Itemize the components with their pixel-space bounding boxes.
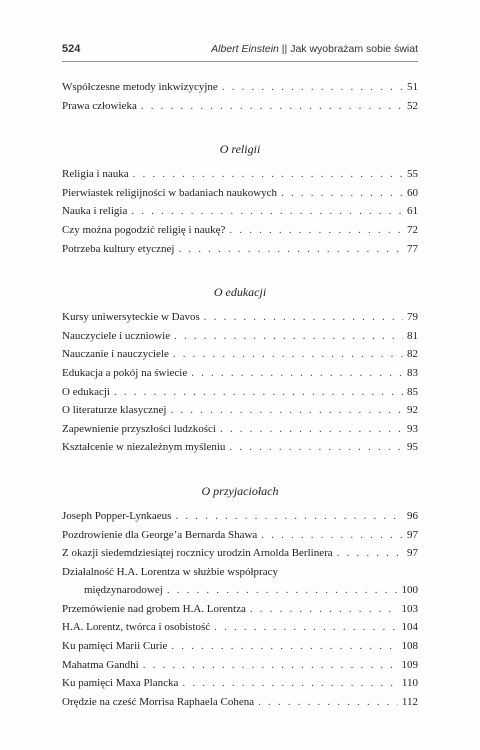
toc-entry[interactable]: [62, 97, 418, 116]
toc-entry[interactable]: [62, 345, 418, 364]
toc-entry-page: 112: [401, 695, 418, 708]
toc-entry-title: Czy można pogodzić religię i naukę?: [62, 223, 226, 236]
toc-entry-title: Kursy uniwersyteckie w Davos: [62, 311, 200, 324]
toc-section-religion: [62, 142, 418, 258]
toc-entry-page: 61: [407, 205, 418, 218]
toc-entry-title: Pierwiastek religijności w badaniach naukowych: [62, 186, 278, 199]
toc-entry-title: Edukacja a pokój na świecie: [62, 366, 188, 379]
leader-dots: [170, 401, 403, 420]
toc-entry-page: 55: [407, 168, 418, 181]
leader-dots: [114, 383, 403, 402]
toc-entry-title: Zapewnienie przyszłości ludzkości: [62, 422, 216, 435]
toc-entry[interactable]: [62, 383, 418, 402]
toc-entry-title: Nauczanie i nauczyciele: [62, 348, 169, 361]
leader-dots: [222, 78, 403, 97]
toc-entry-title: Działalność H.A. Lorentza w służbie współpracy: [62, 565, 278, 578]
toc-entry-page: 81: [407, 329, 418, 342]
toc-entry[interactable]: [62, 221, 418, 240]
leader-dots: [131, 202, 403, 221]
toc-entry-page: 92: [407, 404, 418, 417]
toc-entry-page: 93: [407, 422, 418, 435]
toc-entry-title: Przemówienie nad grobem H.A. Lorentza: [62, 602, 246, 615]
toc-entry[interactable]: [62, 202, 418, 221]
leader-dots: [178, 240, 403, 259]
toc-entry-page: 85: [407, 385, 418, 398]
toc-entry[interactable]: [62, 327, 418, 346]
table-of-contents: [62, 78, 418, 738]
toc-entry-title: H.A. Lorentz, twórca i osobistość: [62, 621, 211, 634]
page-number: 524: [62, 43, 81, 55]
toc-entry[interactable]: [62, 600, 418, 619]
toc-entry-page: 82: [407, 348, 418, 361]
toc-entry[interactable]: [62, 674, 418, 693]
toc-entry[interactable]: [62, 637, 418, 656]
toc-entry[interactable]: [62, 184, 418, 203]
toc-entry-title: Ku pamięci Maxa Plancka: [62, 677, 179, 690]
toc-entry-title: Potrzeba kultury etycznej: [62, 242, 175, 255]
leader-dots: [171, 637, 397, 656]
leader-dots: [173, 345, 403, 364]
leader-dots: [175, 507, 403, 526]
toc-entry-title: Kształcenie w niezależnym myśleniu: [62, 441, 226, 454]
toc-entry-title: Orędzie na cześć Morrisa Raphaela Cohena: [62, 695, 255, 708]
toc-entry-page: 95: [407, 441, 418, 454]
leader-dots: [167, 581, 398, 600]
running-author: Albert Einstein: [211, 43, 279, 55]
running-book-title: Jak wyobrażam sobie świat: [290, 43, 418, 55]
toc-entry-title: Prawa człowieka: [62, 99, 137, 112]
leader-dots: [191, 364, 403, 383]
toc-entry-page: 97: [407, 547, 418, 560]
leader-dots: [174, 327, 403, 346]
toc-entry-page: 77: [407, 242, 418, 255]
toc-entry-page: 60: [407, 186, 418, 199]
leader-dots: [281, 184, 403, 203]
leader-dots: [220, 420, 403, 439]
toc-entry-title: Ku pamięci Marii Curie: [62, 640, 168, 653]
toc-entry[interactable]: [62, 656, 418, 675]
toc-entry[interactable]: [62, 507, 418, 526]
section-title: O edukacji: [213, 285, 267, 300]
toc-entry[interactable]: [62, 618, 418, 637]
leader-dots: [337, 544, 403, 563]
toc-entry-title: O literaturze klasycznej: [62, 404, 167, 417]
toc-entry-page: 79: [407, 311, 418, 324]
toc-entry-title-continued: międzynarodowej: [84, 584, 163, 597]
toc-entry[interactable]: [62, 438, 418, 457]
leader-dots: [133, 165, 403, 184]
toc-entry-title: O edukacji: [62, 385, 110, 398]
toc-entry-title: Z okazji siedemdziesiątej rocznicy urodzin Arnolda Berlinera: [62, 547, 333, 560]
toc-entry-title: Współczesne metody inkwizycyjne: [62, 81, 218, 93]
toc-entry-page: 52: [407, 99, 418, 112]
toc-entry[interactable]: [62, 240, 418, 259]
leader-dots: [143, 656, 398, 675]
toc-entry-page: 100: [401, 584, 418, 597]
leader-dots: [250, 600, 398, 619]
toc-entry[interactable]: [62, 364, 418, 383]
section-title: O przyjaciołach: [201, 483, 279, 498]
toc-entry-page: 110: [401, 677, 418, 690]
running-separator: ||: [281, 43, 288, 55]
leader-dots: [204, 308, 403, 327]
toc-entry[interactable]: [62, 420, 418, 439]
toc-entry-page: 51: [407, 81, 418, 93]
toc-entry-page: 97: [407, 528, 418, 541]
toc-entry-title: Mahatma Gandhi: [62, 658, 139, 671]
toc-entry-page: 103: [401, 602, 418, 615]
toc-entry-page: 83: [407, 366, 418, 379]
toc-entry-page: 104: [401, 621, 418, 634]
leader-dots: [182, 674, 398, 693]
toc-intro-group: [62, 78, 418, 115]
toc-section-education: [62, 285, 418, 457]
toc-entry[interactable]: [62, 165, 418, 184]
toc-entry[interactable]: [62, 544, 418, 563]
running-title: [211, 43, 418, 55]
leader-dots: [229, 221, 403, 240]
leader-dots: [229, 438, 403, 457]
toc-entry-page: 96: [407, 509, 418, 522]
toc-entry[interactable]: [62, 78, 418, 97]
toc-entry-title: Joseph Popper-Lynkaeus: [62, 509, 172, 522]
toc-entry-title: Nauczyciele i uczniowie: [62, 329, 171, 342]
toc-entry[interactable]: [62, 526, 418, 545]
leader-dots: [261, 526, 403, 545]
toc-entry[interactable]: [62, 563, 418, 600]
toc-entry-title: Religia i nauka: [62, 168, 129, 181]
toc-entry-continuation: [62, 581, 418, 600]
section-title: O religii: [219, 142, 261, 157]
leader-dots: [258, 693, 398, 712]
leader-dots: [214, 618, 397, 637]
toc-section-friends: [62, 484, 418, 712]
toc-entry[interactable]: [62, 401, 418, 420]
toc-entry-page: 109: [401, 658, 418, 671]
running-header: [62, 39, 418, 62]
toc-entry-title: Nauka i religia: [62, 205, 128, 218]
toc-entry-page: 72: [407, 223, 418, 236]
toc-entry-page: 108: [401, 640, 418, 653]
toc-entry-title: Pozdrowienie dla George’a Bernarda Shawa: [62, 528, 258, 541]
toc-entry[interactable]: [62, 693, 418, 712]
leader-dots: [141, 97, 403, 116]
toc-entry[interactable]: [62, 308, 418, 327]
